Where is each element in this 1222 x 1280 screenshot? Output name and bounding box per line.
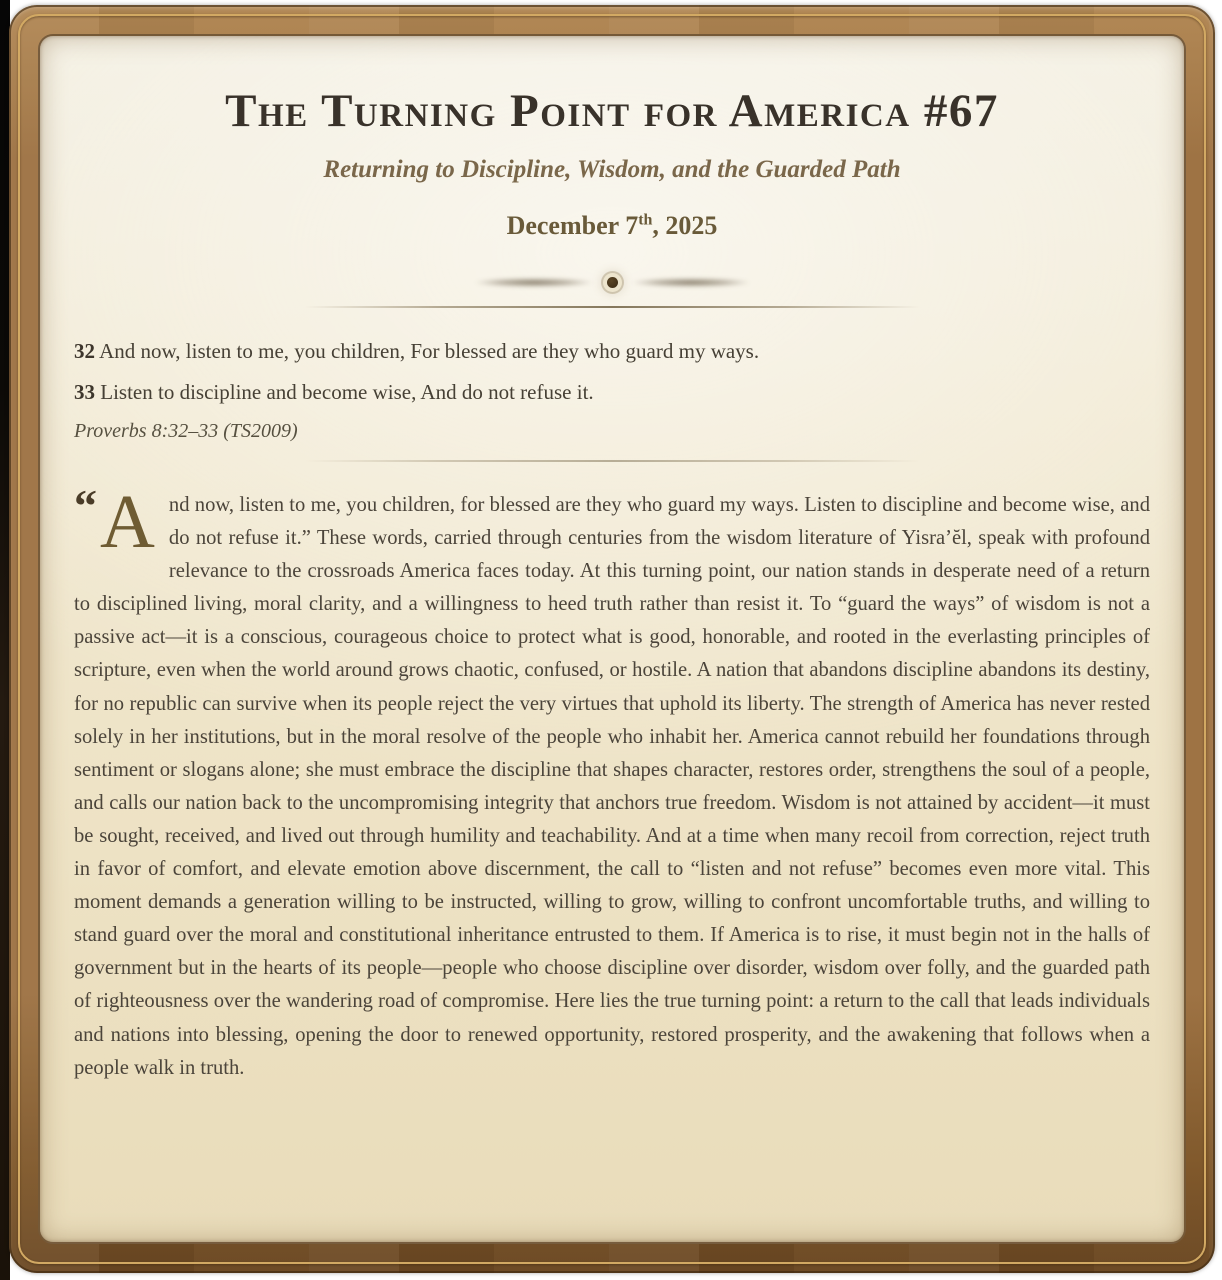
date-year: , 2025 bbox=[652, 211, 718, 240]
article-paragraph bbox=[66, 480, 1158, 1085]
verse-text: Listen to discipline and become wise, And do not refuse it. bbox=[100, 380, 594, 404]
drop-cap-group bbox=[74, 480, 155, 564]
document-content bbox=[40, 36, 1184, 1242]
ornament-flourish-right bbox=[632, 278, 750, 287]
verse-number: 33 bbox=[74, 380, 95, 404]
scripture-block bbox=[66, 336, 1158, 443]
parchment-panel bbox=[38, 34, 1186, 1244]
verse-text: And now, listen to me, you children, For blessed are they who guard my ways. bbox=[99, 339, 760, 363]
scripture-citation: Proverbs 8:32–33 (TS2009) bbox=[74, 420, 298, 442]
wooden-frame bbox=[9, 5, 1215, 1273]
page-title: The Turning Point for America #67 bbox=[225, 85, 999, 137]
horizontal-rule-top bbox=[305, 306, 920, 308]
horizontal-rule-bottom bbox=[305, 460, 920, 462]
scripture-verse bbox=[74, 377, 1150, 408]
ornament-dot-icon bbox=[607, 277, 618, 288]
drop-cap-letter: A bbox=[100, 480, 155, 564]
verse-number: 32 bbox=[74, 339, 95, 363]
ornament-divider bbox=[66, 273, 1158, 291]
date-day: December 7 bbox=[506, 211, 639, 240]
opening-quote-mark: “ bbox=[74, 480, 97, 531]
date-ordinal: th bbox=[638, 211, 653, 229]
scripture-verse bbox=[74, 336, 1150, 367]
date-line bbox=[66, 211, 1158, 241]
ornament-flourish-left bbox=[475, 278, 593, 287]
page-subtitle: Returning to Discipline, Wisdom, and the Guarded Path bbox=[323, 156, 901, 183]
article-body-text: nd now, listen to me, you children, for blessed are they who guard my ways. Listen to discipline and become wise, and do not refuse it.” These words, carried through centuries from the wisdom literature of Yisra’ĕl, speak with profound relevance to the crossroads America faces today. At this turning point, our nation stands in desperate need of a return to disciplined living, moral clarity, and a willingness to heed truth rather than resist it. To “guard the ways” of wisdom is not a passive act—it is a conscious, courageous choice to protect what is good, honorable, and rooted in the everlasting principles of scripture, even when the world around grows chaotic, confused, or hostile. A nation that abandons discipline abandons its destiny, for no republic can survive when its people reject the very virtues that uphold its liberty. The strength of America has never rested solely in her institutions, but in the moral resolve of the people who inhabit her. America cannot rebuild her foundations through sentiment or slogans alone; she must embrace the discipline that shapes character, restores order, strengthens the soul of a people, and calls our nation back to the uncompromising integrity that anchors true freedom. Wisdom is not attained by accident—it must be sought, received, and lived out through humility and teachability. And at a time when many recoil from correction, reject truth in favor of comfort, and elevate emotion above discernment, the call to “listen and not refuse” becomes even more vital. This moment demands a generation willing to be instructed, willing to grow, willing to confront uncomfortable truths, and willing to stand guard over the moral and constitutional inheritance entrusted to them. If America is to rise, it must begin not in the halls of government but in the hearts of its people—people who choose discipline over disorder, wisdom over folly, and the guarded path of righteousness over the wandering road of compromise. Here lies the true turning point: a return to the call that leads individuals and nations into blessing, opening the door to renewed opportunity, restored prosperity, and the awakening that follows when a people walk in truth. bbox=[74, 494, 1150, 1079]
